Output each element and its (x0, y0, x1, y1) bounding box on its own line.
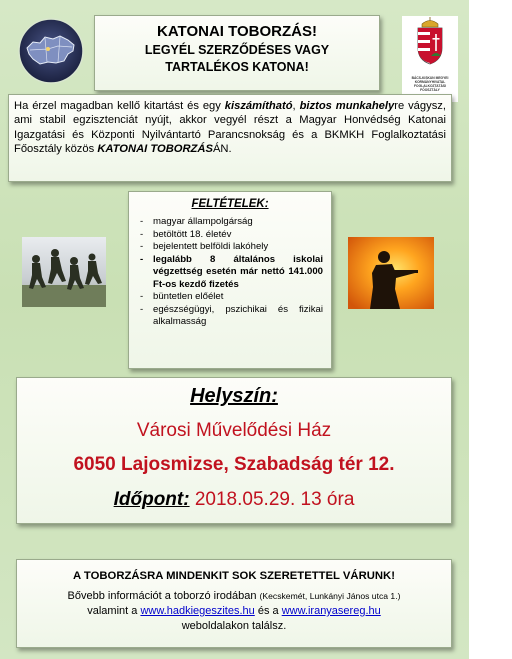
requirements-title: FELTÉTELEK: (191, 198, 269, 210)
requirement-item: - bejelentett belföldi lakóhely (137, 241, 323, 254)
page-title: KATONAI TOBORZÁS! (157, 23, 317, 40)
subtitle-line-2: TARTALÉKOS KATONA! (165, 60, 309, 74)
intro-text: ÁN. (212, 142, 232, 155)
venue-name: Városi Művelődési Ház (136, 420, 332, 441)
emblem-text-line: BÁCS-KISKUN MEGYEI (411, 76, 449, 80)
title-box (94, 15, 380, 91)
footer-box (16, 559, 452, 648)
info-text (17, 589, 451, 634)
hadkiegeszites-link[interactable]: www.hadkiegeszites.hu (140, 605, 255, 617)
info-line: weboldalakon találsz. (181, 620, 287, 632)
office-address: (Kecskemét, Lunkányi János utca 1.) (259, 591, 401, 601)
requirement-item: - magyar állampolgárság (137, 216, 323, 229)
intro-emphasis: kiszámítható (224, 100, 293, 112)
emblem-text-line: FŐOSZTÁLY (420, 88, 440, 92)
info-line: valamint a (87, 605, 141, 617)
intro-text: re vágysz, ami stabil egzisztenciát nyújt, akkor vegyél részt a Magyar Honvédség Katonai Igazgatási és Központi Nyilvántartó Parancsnokság és a BKMKH Foglalkoztatási Főosztály közös (14, 100, 447, 155)
coat-of-arms-icon (402, 16, 458, 74)
coat-of-arms-emblem (402, 16, 458, 102)
info-line: Bővebb információt a toborzó irodában (67, 590, 260, 602)
requirement-item: - legalább 8 általános iskolai végzettség esetén már nettó 141.000 Ft-os kezdő fizetés (137, 254, 323, 292)
location-box (16, 377, 452, 524)
hungary-map-logo (18, 18, 84, 84)
venue-address: 6050 Lajosmizse, Szabadság tér 12. (73, 454, 395, 475)
iranyasereg-link[interactable]: www.iranyasereg.hu (281, 605, 381, 617)
intro-emphasis: biztos munkahely (299, 100, 395, 112)
requirement-item: - büntetlen előélet (137, 291, 323, 304)
info-line: és a (254, 605, 282, 617)
emblem-text-line: FOGLALKOZTATÁSI (414, 84, 446, 88)
intro-paragraph (8, 94, 452, 182)
event-time (17, 489, 451, 511)
requirements-box (128, 191, 332, 369)
subtitle-line-1: LEGYÉL SZERZŐDÉSES VAGY (144, 43, 330, 57)
intro-text: , (292, 100, 300, 112)
time-label: Időpont: (113, 489, 190, 510)
requirement-item: - betöltött 18. életév (137, 229, 323, 242)
welcome-text: A TOBORZÁSRA MINDENKIT SOK SZERETETTEL VÁRUNK! (73, 570, 395, 582)
location-label: Helyszín: (190, 385, 278, 407)
time-value: 2018.05.29. 13 óra (194, 489, 355, 510)
intro-emphasis: KATONAI TOBORZÁS (97, 142, 213, 155)
soldiers-training-photo (22, 237, 106, 307)
soldier-silhouette-photo (348, 237, 434, 309)
requirements-list (129, 216, 331, 329)
requirement-item: - egészségügyi, pszichikai és fizikai alkalmasság (137, 304, 323, 329)
emblem-text-line: KORMÁNYHIVATAL (414, 80, 446, 84)
intro-text: Ha érzel magadban kellő kitartást és egy (14, 100, 225, 112)
